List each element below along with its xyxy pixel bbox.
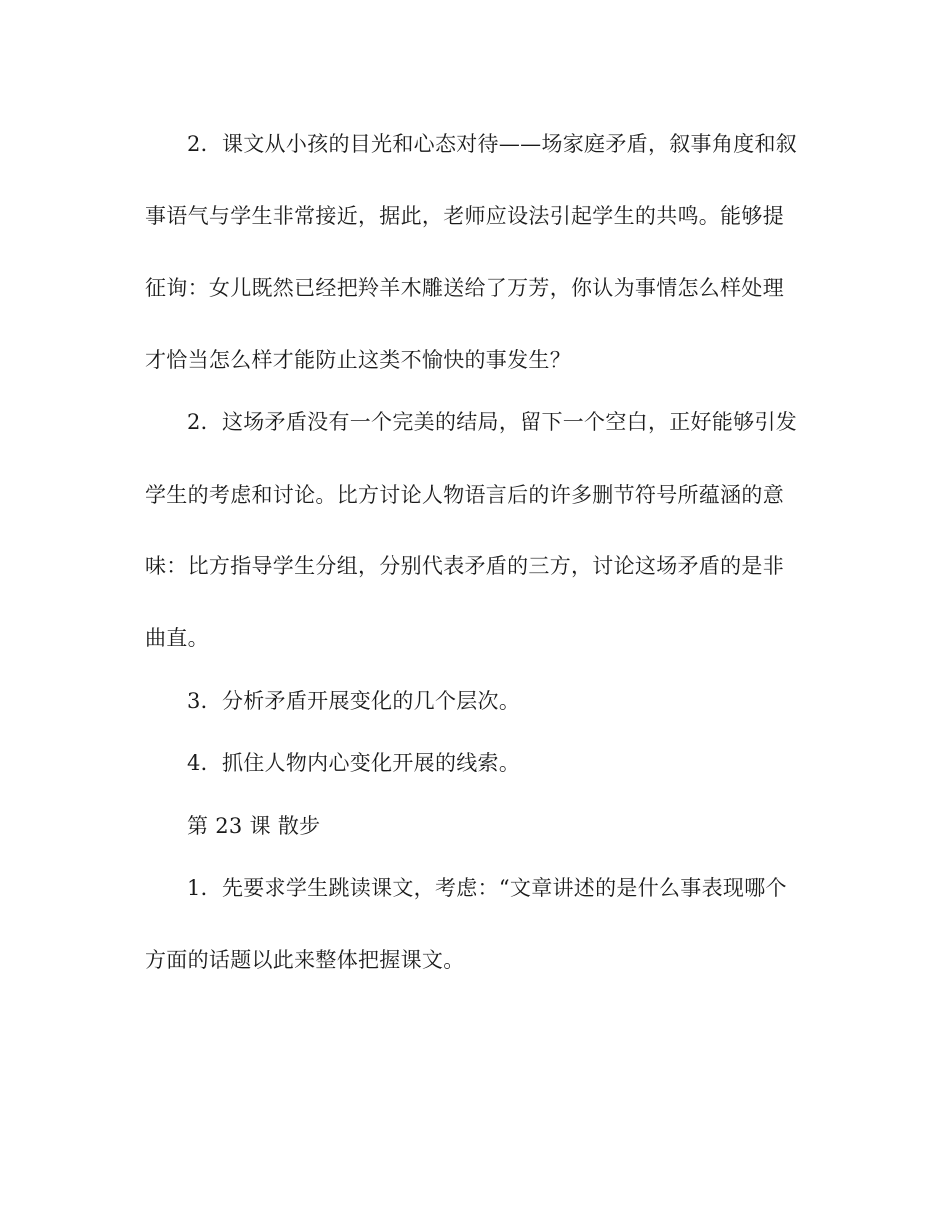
lesson-heading: 第 23 课 散步 bbox=[187, 814, 321, 838]
paragraph-line: 4．抓住人物内心变化开展的线索。 bbox=[187, 751, 521, 775]
paragraph-line: 曲直。 bbox=[145, 626, 209, 650]
paragraph-line: 学生的考虑和讨论。比方讨论人物语言后的许多删节符号所蕴涵的意 bbox=[145, 483, 784, 507]
paragraph-line: 2．课文从小孩的目光和心态对待——场家庭矛盾，叙事角度和叙 bbox=[187, 132, 798, 156]
paragraph-line: 方面的话题以此来整体把握课文。 bbox=[145, 948, 465, 972]
paragraph-line: 征询：女儿既然已经把羚羊木雕送给了万芳，你认为事情怎么样处理 bbox=[145, 276, 784, 300]
paragraph-line: 1．先要求学生跳读课文，考虑：“文章讲述的是什么事表现哪个 bbox=[187, 876, 787, 900]
paragraph-line: 事语气与学生非常接近，据此，老师应设法引起学生的共鸣。能够提 bbox=[145, 204, 784, 228]
paragraph-line: 2．这场矛盾没有一个完美的结局，留下一个空白，正好能够引发 bbox=[187, 410, 798, 434]
paragraph-line: 味：比方指导学生分组，分别代表矛盾的三方，讨论这场矛盾的是非 bbox=[145, 554, 784, 578]
paragraph-line: 才恰当怎么样才能防止这类不愉快的事发生？ bbox=[145, 348, 571, 372]
paragraph-line: 3．分析矛盾开展变化的几个层次。 bbox=[187, 689, 521, 713]
